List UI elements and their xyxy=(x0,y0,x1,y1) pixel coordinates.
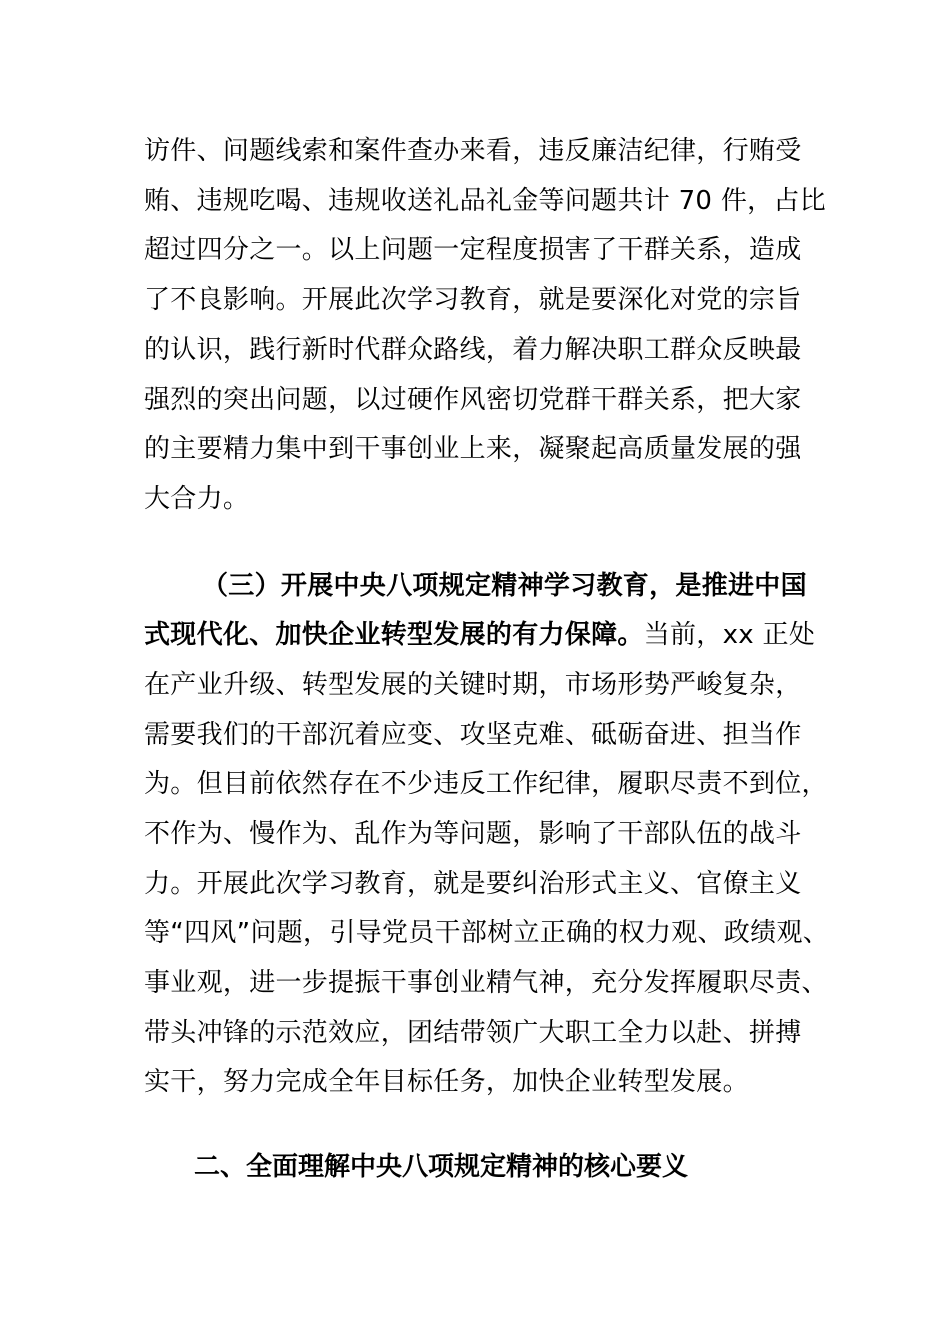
paragraph-1-line-4: 了不良影响。开展此次学习教育，就是要深化对党的宗旨 xyxy=(144,285,802,315)
paragraph-2-bold-heading-line-2: 式现代化、加快企业转型发展的有力保障。 xyxy=(144,620,644,650)
paragraph-1-line-2: 贿、违规吃喝、违规收送礼品礼金等问题共计 70 件，占比 xyxy=(144,186,827,216)
paragraph-1-line-5: 的认识，践行新时代群众路线，着力解决职工群众反映最 xyxy=(144,335,802,365)
paragraph-2-line-2-rest: 当前，xx 正处 xyxy=(643,620,816,650)
paragraph-2-line-10: 带头冲锋的示范效应，团结带领广大职工全力以赴、拼搏 xyxy=(144,1018,802,1048)
paragraph-2-line-7: 力。开展此次学习教育，就是要纠治形式主义、官僚主义 xyxy=(144,869,802,899)
paragraph-2-line-11: 实干，努力完成全年目标任务，加快企业转型发展。 xyxy=(144,1067,749,1097)
paragraph-2-line-9: 事业观，进一步提振干事创业精气神，充分发挥履职尽责、 xyxy=(144,968,828,998)
paragraph-2-line-5: 为。但目前依然存在不少违反工作纪律，履职尽责不到位， xyxy=(144,769,828,799)
paragraph-1-line-8: 大合力。 xyxy=(144,484,250,514)
paragraph-1-line-3: 超过四分之一。以上问题一定程度损害了干群关系，造成 xyxy=(144,235,802,265)
paragraph-1-line-6: 强烈的突出问题，以过硬作风密切党群干群关系，把大家 xyxy=(144,385,802,415)
paragraph-2-bold-heading-line-1: （三）开展中央八项规定精神学习教育，是推进中国 xyxy=(202,571,807,601)
paragraph-1-line-7: 的主要精力集中到干事创业上来，凝聚起高质量发展的强 xyxy=(144,434,802,464)
paragraph-2-line-6: 不作为、慢作为、乱作为等问题，影响了干部队伍的战斗 xyxy=(144,819,802,849)
paragraph-2-line-8: 等“四风”问题，引导党员干部树立正确的权力观、政绩观、 xyxy=(144,918,830,948)
paragraph-2-line-4: 需要我们的干部沉着应变、攻坚克难、砥砺奋进、担当作 xyxy=(144,720,802,750)
section-heading: 二、全面理解中央八项规定精神的核心要义 xyxy=(194,1152,689,1182)
paragraph-2-line-3: 在产业升级、转型发展的关键时期，市场形势严峻复杂， xyxy=(144,670,802,700)
paragraph-1-line-1: 访件、问题线索和案件查办来看，违反廉洁纪律，行贿受 xyxy=(144,136,802,166)
paragraph-2-line-2 xyxy=(144,617,815,653)
